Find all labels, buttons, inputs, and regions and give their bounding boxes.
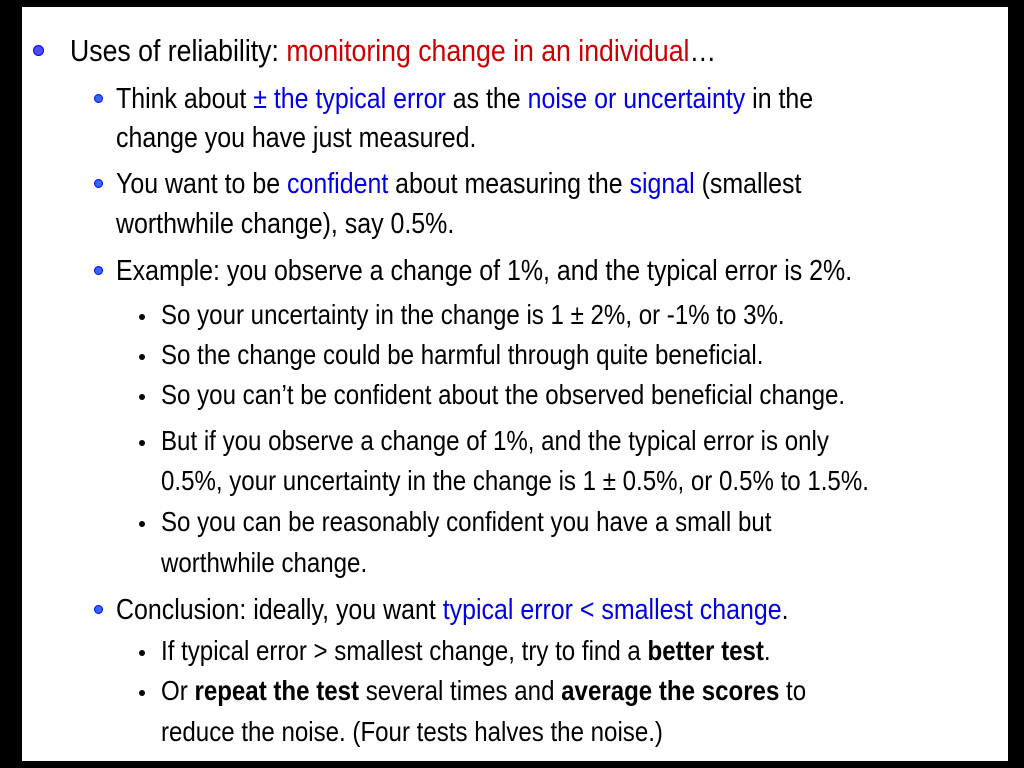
item2-line2: worthwhile change), say 0.5%.	[116, 208, 455, 240]
circle-bullet-icon	[33, 45, 44, 56]
dot-bullet-icon	[139, 440, 145, 446]
item2-line1	[116, 170, 801, 199]
circle-bullet-icon	[94, 179, 103, 188]
item3-sub5-line1: So you can be reasonably confident you have a small but	[161, 506, 772, 537]
item3-sub3: So you can’t be confident about the observed beneficial change.	[161, 379, 846, 410]
heading-suffix: …	[689, 33, 717, 68]
item1-line2: change you have just measured.	[116, 122, 477, 154]
item3-sub4-line2: 0.5%, your uncertainty in the change is 1 ± 0.5%, or 0.5% to 1.5%.	[161, 465, 869, 496]
item1-text-b: as the	[445, 83, 528, 115]
item4-sub1	[161, 637, 771, 665]
item4-text-prefix: Conclusion: ideally, you want	[116, 594, 443, 626]
item4-sub2-text-c: to	[779, 675, 807, 706]
item1-line1	[116, 85, 813, 114]
item4-sub2-bold-average: average the scores	[561, 675, 780, 706]
item3-sub5-line2: worthwhile change.	[161, 547, 368, 578]
item4-sub2-bold-repeat: repeat the test	[194, 675, 360, 706]
item4-sub1-text-a: If typical error > smallest change, try to find a	[161, 635, 648, 666]
item1-highlight-typical-error: ± the typical error	[253, 83, 446, 115]
item4-sub2-text-a: Or	[161, 675, 195, 706]
dot-bullet-icon	[139, 690, 145, 696]
item1-highlight-noise: noise or uncertainty	[527, 83, 746, 115]
item1-text-a: Think about	[116, 83, 254, 115]
circle-bullet-icon	[94, 94, 103, 103]
item3-sub1: So your uncertainty in the change is 1 ± 2%, or -1% to 3%.	[161, 299, 785, 330]
heading-highlight: monitoring change in an individual	[286, 33, 690, 68]
heading-line	[70, 35, 716, 66]
heading-prefix: Uses of reliability:	[70, 33, 287, 68]
item3-sub4-line1: But if you observe a change of 1%, and the typical error is only	[161, 425, 829, 456]
slide	[22, 7, 1008, 761]
item4-highlight: typical error < smallest change	[442, 594, 782, 626]
circle-bullet-icon	[94, 605, 103, 614]
item2-text-a: You want to be	[116, 168, 288, 200]
circle-bullet-icon	[94, 266, 103, 275]
item2-highlight-signal: signal	[629, 168, 695, 200]
item2-highlight-confident: confident	[287, 168, 389, 200]
item3-sub2: So the change could be harmful through quite beneficial.	[161, 339, 764, 370]
item4-sub2-line2: reduce the noise. (Four tests halves the noise.)	[161, 716, 663, 747]
item4-text-suffix: .	[781, 594, 789, 626]
dot-bullet-icon	[139, 521, 145, 527]
item4-sub1-bold: better test	[647, 635, 764, 666]
item4-line1	[116, 596, 789, 625]
item2-text-b: about measuring the	[388, 168, 630, 200]
item2-text-c: (smallest	[694, 168, 802, 200]
item1-text-c: in the	[745, 83, 814, 115]
dot-bullet-icon	[139, 394, 145, 400]
item4-sub2-text-b: several times and	[359, 675, 562, 706]
dot-bullet-icon	[139, 354, 145, 360]
item4-sub1-text-b: .	[763, 635, 771, 666]
dot-bullet-icon	[139, 650, 145, 656]
item4-sub2-line1	[161, 677, 806, 705]
dot-bullet-icon	[139, 314, 145, 320]
item3-line1: Example: you observe a change of 1%, and the typical error is 2%.	[116, 255, 853, 287]
